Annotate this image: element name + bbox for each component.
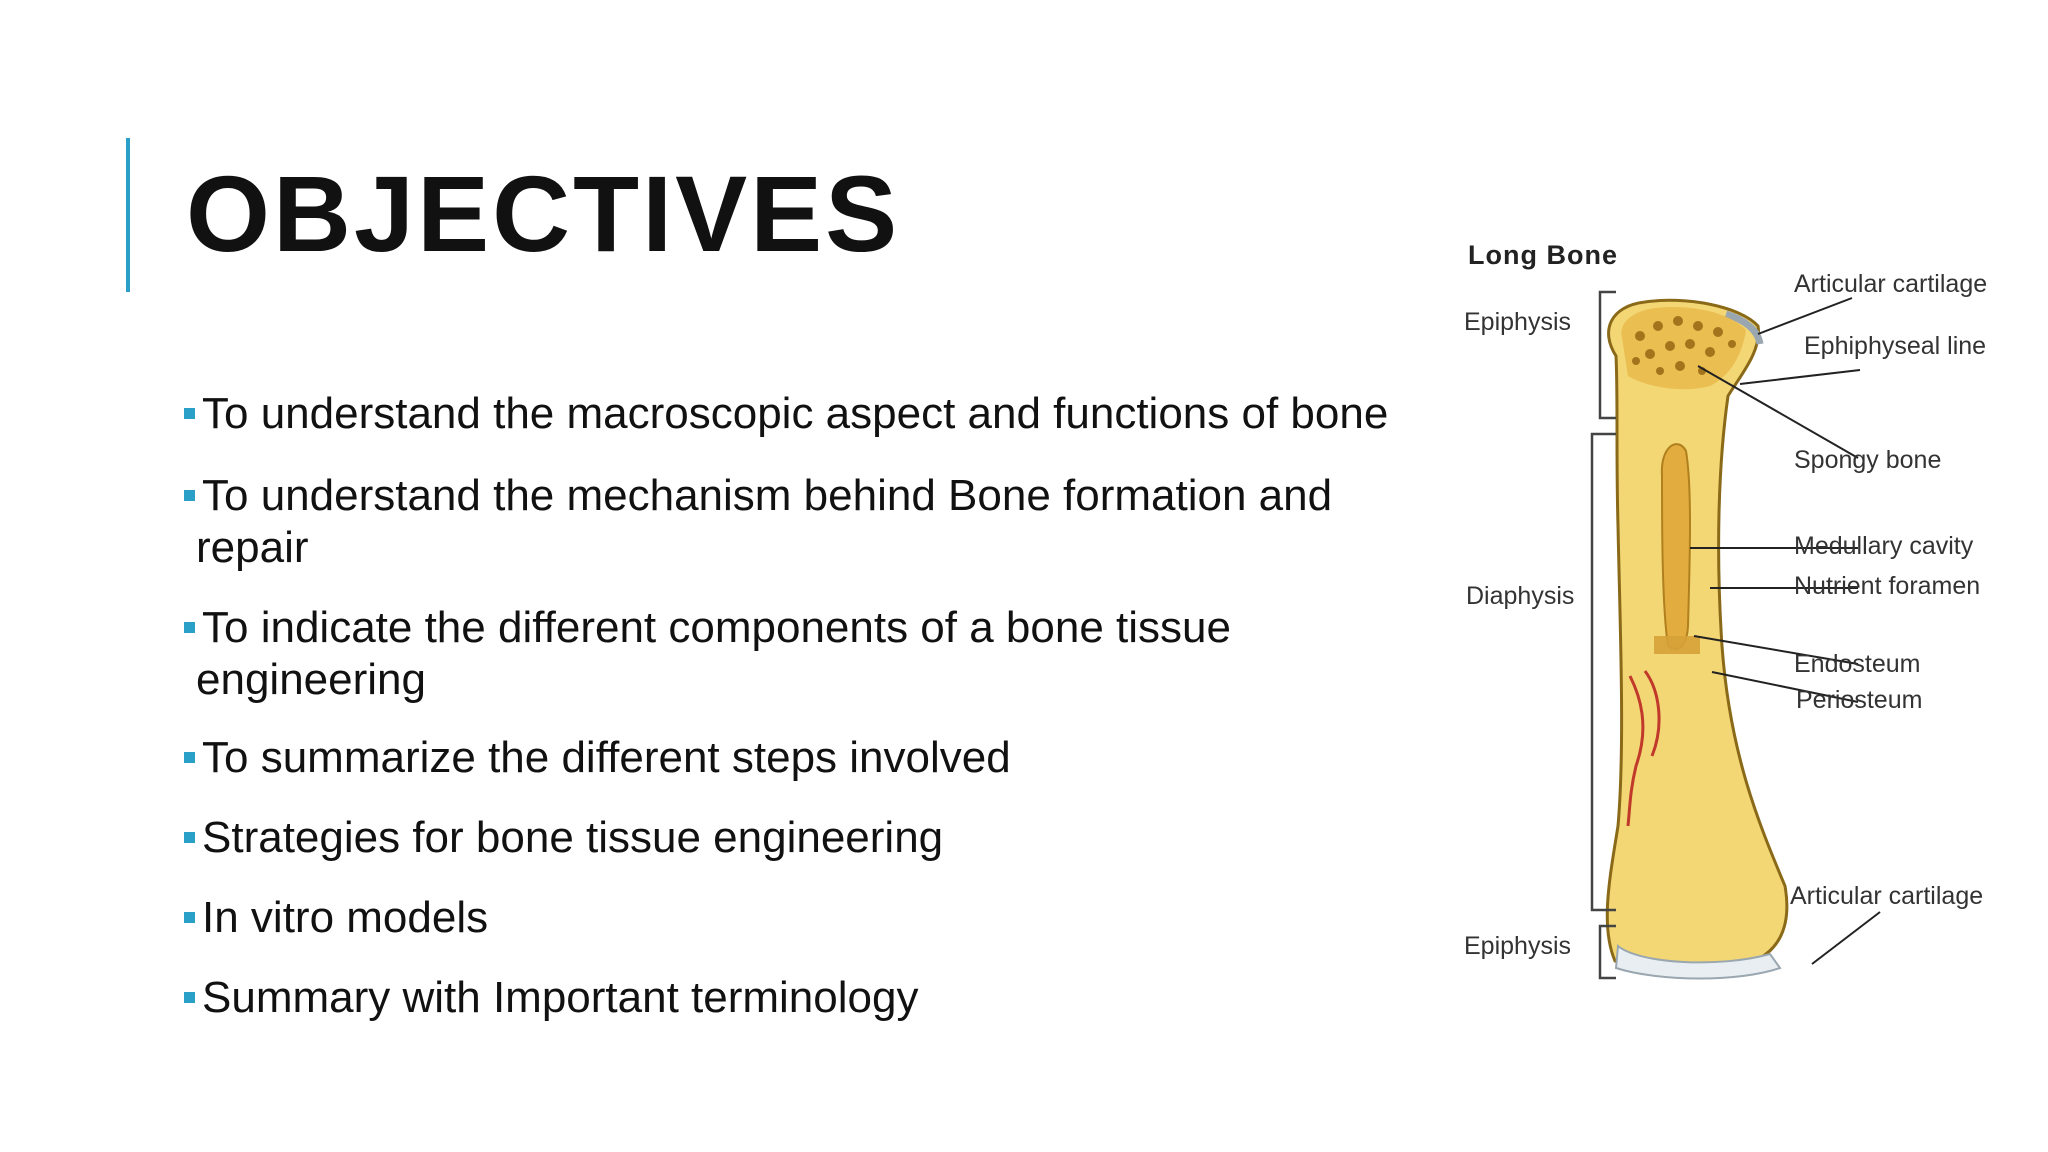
bullet-marker bbox=[184, 992, 195, 1003]
list-item-text-continued: repair bbox=[196, 523, 309, 572]
label-medullary-cavity: Medullary cavity bbox=[1794, 532, 1974, 560]
bullet-marker bbox=[184, 832, 195, 843]
label-periosteum: Periosteum bbox=[1796, 686, 1923, 714]
bullet-marker bbox=[184, 912, 195, 923]
label-spongy-bone: Spongy bone bbox=[1794, 446, 1942, 474]
list-item bbox=[180, 388, 1502, 440]
list-item-text: To summarize the different steps involved bbox=[202, 733, 1011, 782]
label-endosteum: Endosteum bbox=[1794, 650, 1921, 678]
list-item-text: Summary with Important terminology bbox=[202, 973, 919, 1022]
slide-title: OBJECTIVES bbox=[186, 153, 901, 274]
list-item bbox=[180, 732, 1502, 784]
bullet-marker bbox=[184, 622, 195, 633]
list-item-text: To indicate the different components of a bone tissue bbox=[202, 603, 1231, 652]
label-articular-cartilage-top: Articular cartilage bbox=[1794, 270, 1988, 298]
title-accent-bar bbox=[126, 138, 130, 292]
endosteum-band bbox=[1654, 636, 1700, 654]
long-bone-diagram bbox=[1440, 226, 2040, 1016]
bullet-marker bbox=[184, 752, 195, 763]
bullet-marker bbox=[184, 408, 195, 419]
list-item-text: Strategies for bone tissue engineering bbox=[202, 813, 944, 862]
list-item-text-continued: engineering bbox=[196, 655, 426, 704]
label-diaphysis: Diaphysis bbox=[1466, 582, 1575, 610]
bullet-marker bbox=[184, 490, 195, 501]
list-item bbox=[180, 470, 1502, 574]
list-item bbox=[180, 972, 1502, 1024]
label-epiphyseal-line: Ephiphyseal line bbox=[1804, 332, 1987, 360]
list-item-text: In vitro models bbox=[202, 893, 489, 942]
label-articular-cartilage-bottom: Articular cartilage bbox=[1790, 882, 1984, 910]
list-item-text: To understand the mechanism behind Bone formation and bbox=[202, 471, 1333, 520]
figure-title: Long Bone bbox=[1468, 240, 1618, 270]
medullary-cavity bbox=[1662, 444, 1690, 649]
label-nutrient-foramen: Nutrient foramen bbox=[1794, 572, 1981, 600]
label-epiphysis-bottom: Epiphysis bbox=[1464, 932, 1571, 960]
label-epiphysis-top: Epiphysis bbox=[1464, 308, 1571, 336]
list-item bbox=[180, 602, 1502, 706]
list-item bbox=[180, 812, 1502, 864]
list-item bbox=[180, 892, 1502, 944]
list-item-text: To understand the macroscopic aspect and functions of bone bbox=[202, 389, 1389, 438]
